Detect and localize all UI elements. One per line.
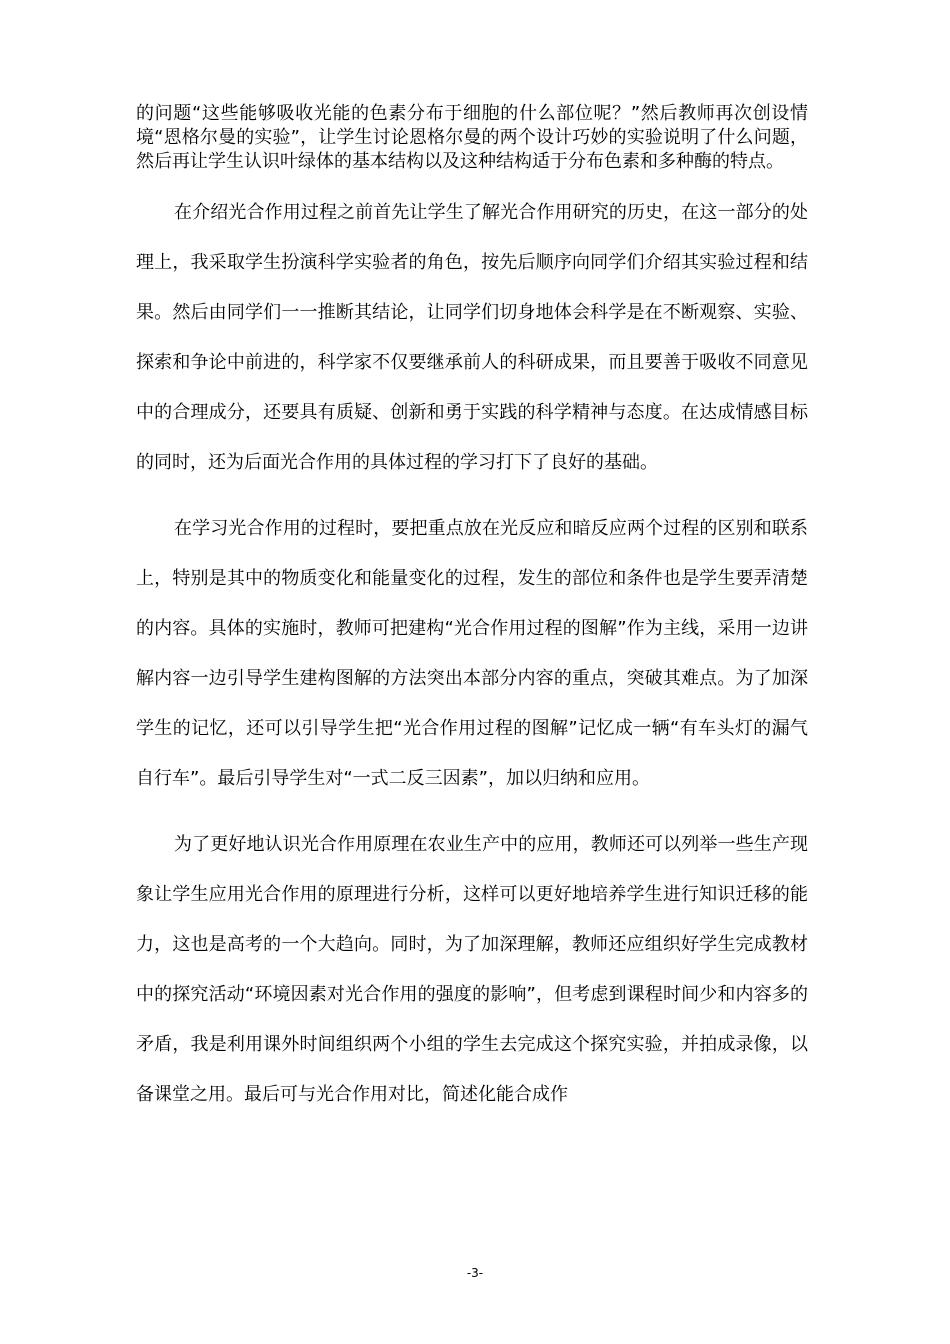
paragraph-1: 的问题“这些能够吸收光能的色素分布于细胞的什么部位呢？”然后教师再次创设情境“恩格尔曼的实验”，让学生讨论恩格尔曼的两个设计巧妙的实验说明了什么问题，然后再让学生认识叶绿体的基本结构以及这种结构适于分布色素和多种酶的特点。	[136, 103, 808, 172]
document-body	[136, 102, 808, 1120]
paragraph-3: 在学习光合作用的过程时，要把重点放在光反应和暗反应两个过程的区别和联系上，特别是其中的物质变化和能量变化的过程，发生的部位和条件也是学生要弄清楚的内容。具体的实施时，教师可把建构“光合作用过程的图解”作为主线，采用一边讲解内容一边引导学生建构图解的方法突出本部分内容的重点，突破其难点。为了加深学生的记忆，还可以引导学生把“光合作用过程的图解”记忆成一辆“有车头灯的漏气自行车”。最后引导学生对“一式二反三因素”，加以归纳和应用。	[136, 518, 808, 789]
page-number: -3-	[466, 1266, 484, 1280]
paragraph-4: 为了更好地认识光合作用原理在农业生产中的应用，教师还可以列举一些生产现象让学生应用光合作用的原理进行分析，这样可以更好地培养学生进行知识迁移的能力，这也是高考的一个大趋向。同时，为了加深理解，教师还应组织好学生完成教材中的探究活动“环境因素对光合作用的强度的影响”，但考虑到课程时间少和内容多的矛盾，我是利用课外时间组织两个小组的学生去完成这个探究实验，并拍成录像，以备课堂之用。最后可与光合作用对比，简述化能合成作	[136, 834, 808, 1105]
paragraph-2: 在介绍光合作用过程之前首先让学生了解光合作用研究的历史，在这一部分的处理上，我采取学生扮演科学实验者的角色，按先后顺序向同学们介绍其实验过程和结果。然后由同学们一一推断其结论，让同学们切身地体会科学是在不断观察、实验、探索和争论中前进的，科学家不仅要继承前人的科研成果，而且要善于吸收不同意见中的合理成分，还要具有质疑、创新和勇于实践的科学精神与态度。在达成情感目标的同时，还为后面光合作用的具体过程的学习打下了良好的基础。	[136, 202, 808, 473]
